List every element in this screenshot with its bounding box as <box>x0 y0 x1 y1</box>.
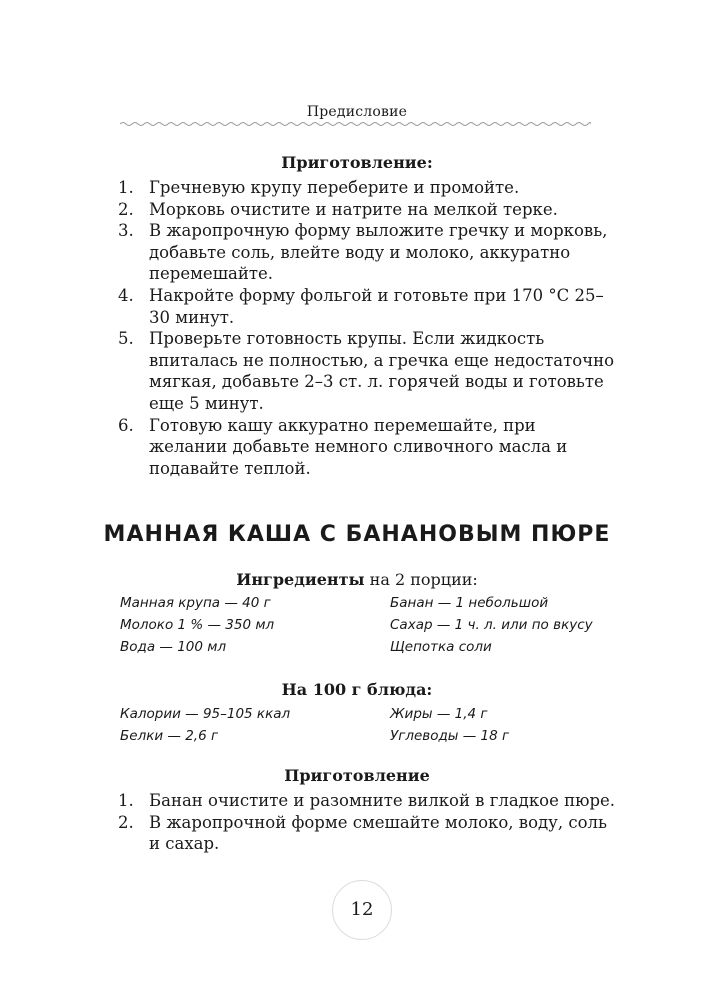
step-text: Банан очистите и разомните вилкой в гладкое пюре. <box>149 791 616 810</box>
nutrition-item: Жиры — 1,4 г <box>390 706 488 722</box>
step-number: 2. <box>118 199 134 219</box>
running-header: Предисловие <box>306 104 408 120</box>
step-text: Готовую кашу аккуратно перемешайте, при желании добавьте немного сливочного масла и подавайте теплой. <box>149 415 568 478</box>
ingredients-list <box>120 592 600 658</box>
step-number: 4. <box>118 285 134 305</box>
step-text: Проверьте готовность крупы. Если жидкость впиталась не полностью, а гречка еще недостаточно мягкая, добавьте 2–3 ст. л. горячей воды и готовьте еще 5 минут. <box>149 329 615 413</box>
list-item <box>118 328 618 414</box>
step-number: 6. <box>118 415 134 435</box>
list-item <box>118 285 618 328</box>
ingredient-row <box>120 636 600 658</box>
step-text: В жаропрочную форму выложите гречку и морковь, добавьте соль, влейте воду и молоко, аккуратно перемешайте. <box>149 221 608 284</box>
ingredients-label: Ингредиенты <box>236 570 365 589</box>
ingredient-item: Щепотка соли <box>390 639 492 655</box>
ingredients-portion: на 2 порции: <box>364 570 478 589</box>
nutrition-item: Углеводы — 18 г <box>390 728 510 744</box>
nutrition-list <box>120 703 600 747</box>
step-number: 1. <box>118 791 134 810</box>
ingredient-item: Вода — 100 мл <box>120 639 227 655</box>
preparation-steps-list <box>118 177 618 479</box>
step-text: В жаропрочной форме смешайте молоко, воду, соль и сахар. <box>149 812 608 854</box>
ingredient-row <box>120 592 600 614</box>
list-item <box>118 220 618 285</box>
ingredients-heading <box>0 570 714 589</box>
nutrition-item: Калории — 95–105 ккал <box>120 706 291 722</box>
step-number: 3. <box>118 221 134 241</box>
preparation-heading: Приготовление: <box>281 153 433 172</box>
step-number: 2. <box>118 812 134 832</box>
ingredient-item: Манная крупа — 40 г <box>120 595 271 611</box>
ingredient-item: Банан — 1 небольшой <box>390 595 549 611</box>
ingredient-item: Молоко 1 % — 350 мл <box>120 617 275 633</box>
nutrition-heading-text: На 100 г блюда: <box>281 680 433 699</box>
nutrition-heading <box>0 680 714 699</box>
list-item <box>118 790 618 812</box>
list-item <box>118 199 618 221</box>
step-text: Накройте форму фольгой и готовьте при 170 °С 25–30 минут. <box>149 285 604 327</box>
step-text: Гречневую крупу переберите и промойте. <box>149 178 520 197</box>
nutrition-row <box>120 725 600 747</box>
recipe-preparation-heading: Приготовление <box>284 766 430 785</box>
recipe-preparation-steps-list <box>118 790 618 855</box>
list-item <box>118 415 618 480</box>
step-number: 1. <box>118 178 134 197</box>
recipe-title: МАННАЯ КАША С БАНАНОВЫМ ПЮРЕ <box>103 522 611 547</box>
list-item <box>118 812 618 855</box>
page-number: 12 <box>350 899 374 920</box>
step-number: 5. <box>118 329 134 349</box>
ingredient-item: Сахар — 1 ч. л. или по вкусу <box>390 617 593 633</box>
nutrition-item: Белки — 2,6 г <box>120 728 219 744</box>
list-item <box>118 177 618 199</box>
header-wave-divider <box>120 120 591 128</box>
ingredient-row <box>120 614 600 636</box>
step-text: Морковь очистите и натрите на мелкой терке. <box>149 199 558 219</box>
nutrition-row <box>120 703 600 725</box>
